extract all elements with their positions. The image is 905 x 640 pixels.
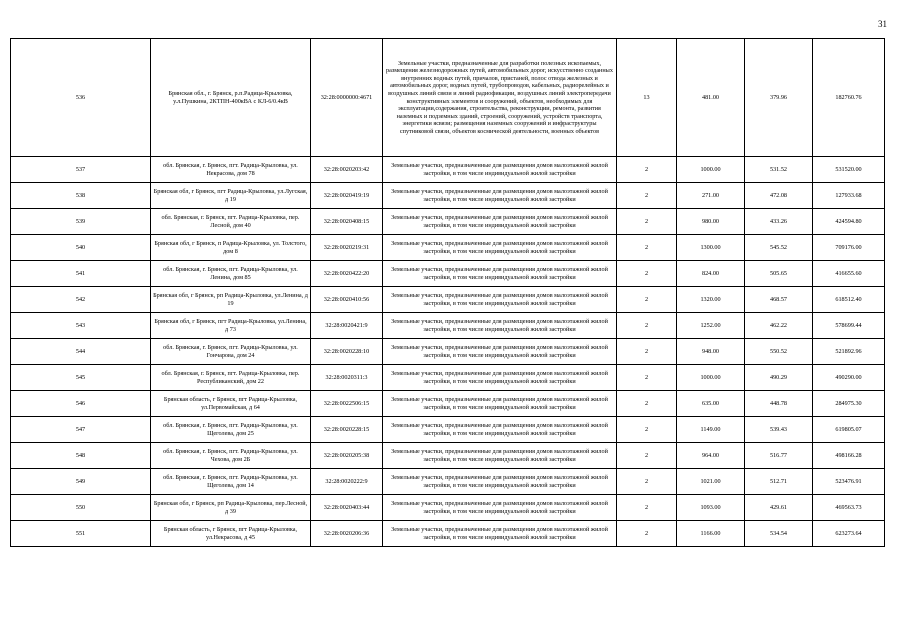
specific-value-cell: 468.57 — [745, 287, 813, 313]
table-row — [11, 469, 885, 495]
row-number-cell: 545 — [11, 365, 151, 391]
cadastral-value-cell: 623273.64 — [813, 521, 885, 547]
address-cell: обл. Брянская, г. Брянск, пгт. Радица-Крыловка, ул. Щеголева, дом 25 — [151, 417, 311, 443]
table-row — [11, 365, 885, 391]
cadastral-number-cell: 32:28:0020311:3 — [311, 365, 383, 391]
group-cell: 2 — [617, 313, 677, 339]
group-cell: 2 — [617, 495, 677, 521]
group-cell: 2 — [617, 261, 677, 287]
table-row — [11, 443, 885, 469]
area-cell: 1093.00 — [677, 495, 745, 521]
cadastral-value-cell: 709176.00 — [813, 235, 885, 261]
area-cell: 1021.00 — [677, 469, 745, 495]
address-cell: обл. Брянская, г. Брянск, пгт. Радица-Крыловка, пер. Республиканский, дом 22 — [151, 365, 311, 391]
address-cell: Брянская область, г Брянск, пгт Радица-Крыловка, ул.Некрасова, д 45 — [151, 521, 311, 547]
address-cell: Брянская область, г Брянск, пгт Радица-Крыловка, ул.Первомайская, д 64 — [151, 391, 311, 417]
cadastral-value-cell: 619805.07 — [813, 417, 885, 443]
land-use-cell: Земельные участки, предназначенные для размещения домов малоэтажной жилой застройки, в том числе индивидуальной жилой застройки — [383, 261, 617, 287]
group-cell: 2 — [617, 443, 677, 469]
land-use-cell: Земельные участки, предназначенные для размещения домов малоэтажной жилой застройки, в том числе индивидуальной жилой застройки — [383, 339, 617, 365]
table-row — [11, 157, 885, 183]
address-cell: Брянская обл, г Брянск, рп Радица-Крыловка, пер.Лесной, д 39 — [151, 495, 311, 521]
land-use-cell: Земельные участки, предназначенные для размещения домов малоэтажной жилой застройки, в том числе индивидуальной жилой застройки — [383, 235, 617, 261]
specific-value-cell: 531.52 — [745, 157, 813, 183]
cadastral-number-cell: 32:28:0020222:9 — [311, 469, 383, 495]
specific-value-cell: 490.29 — [745, 365, 813, 391]
cadastral-value-cell: 182760.76 — [813, 39, 885, 157]
table-row — [11, 417, 885, 443]
table-row — [11, 235, 885, 261]
area-cell: 980.00 — [677, 209, 745, 235]
cadastral-value-cell: 416655.60 — [813, 261, 885, 287]
cadastral-value-cell: 498166.28 — [813, 443, 885, 469]
cadastral-number-cell: 32:28:0020203:42 — [311, 157, 383, 183]
table-row — [11, 339, 885, 365]
row-number-cell: 542 — [11, 287, 151, 313]
page-number: 31 — [878, 19, 887, 29]
table-row — [11, 39, 885, 157]
area-cell: 1000.00 — [677, 365, 745, 391]
address-cell: обл. Брянская, г. Брянск, пгт. Радица-Крыловка, ул. Некрасова, дом 78 — [151, 157, 311, 183]
table-row — [11, 391, 885, 417]
group-cell: 2 — [617, 417, 677, 443]
specific-value-cell: 462.22 — [745, 313, 813, 339]
address-cell: Брянская обл., г. Брянск, р.п.Радица-Крыловка, у.л.Пушкина, 2КТПН-400кВА с КЛ-6/0.4кВ — [151, 39, 311, 157]
table-body — [11, 39, 885, 547]
row-number-cell: 538 — [11, 183, 151, 209]
table-row — [11, 495, 885, 521]
specific-value-cell: 512.71 — [745, 469, 813, 495]
land-use-cell: Земельные участки, предназначенные для размещения домов малоэтажной жилой застройки, в том числе индивидуальной жилой застройки — [383, 443, 617, 469]
specific-value-cell: 429.61 — [745, 495, 813, 521]
group-cell: 2 — [617, 339, 677, 365]
specific-value-cell: 534.54 — [745, 521, 813, 547]
land-register-table — [10, 38, 885, 547]
row-number-cell: 547 — [11, 417, 151, 443]
land-use-cell: Земельные участки, предназначенные для размещения домов малоэтажной жилой застройки, в том числе индивидуальной жилой застройки — [383, 521, 617, 547]
group-cell: 2 — [617, 391, 677, 417]
land-use-cell: Земельные участки, предназначенные для размещения домов малоэтажной жилой застройки, в том числе индивидуальной жилой застройки — [383, 495, 617, 521]
table-row — [11, 209, 885, 235]
cadastral-number-cell: 32:28:0020219:31 — [311, 235, 383, 261]
land-use-cell: Земельные участки, предназначенные для размещения домов малоэтажной жилой застройки, в том числе индивидуальной жилой застройки — [383, 287, 617, 313]
area-cell: 271.00 — [677, 183, 745, 209]
cadastral-value-cell: 521892.96 — [813, 339, 885, 365]
land-use-cell: Земельные участки, предназначенные для размещения домов малоэтажной жилой застройки, в том числе индивидуальной жилой застройки — [383, 313, 617, 339]
group-cell: 2 — [617, 365, 677, 391]
area-cell: 824.00 — [677, 261, 745, 287]
table-row — [11, 183, 885, 209]
cadastral-number-cell: 32:28:0020228:15 — [311, 417, 383, 443]
row-number-cell: 549 — [11, 469, 151, 495]
land-use-cell: Земельные участки, предназначенные для размещения домов малоэтажной жилой застройки, в том числе индивидуальной жилой застройки — [383, 417, 617, 443]
cadastral-value-cell: 490290.00 — [813, 365, 885, 391]
table-row — [11, 521, 885, 547]
specific-value-cell: 539.43 — [745, 417, 813, 443]
address-cell: обл. Брянская, г. Брянск, пгт. Радица-Крыловка, ул. Гончарова, дом 24 — [151, 339, 311, 365]
cadastral-number-cell: 32:28:0020403:44 — [311, 495, 383, 521]
cadastral-value-cell: 618512.40 — [813, 287, 885, 313]
cadastral-number-cell: 32:28:0020422:20 — [311, 261, 383, 287]
cadastral-value-cell: 284975.30 — [813, 391, 885, 417]
row-number-cell: 544 — [11, 339, 151, 365]
cadastral-number-cell: 32:28:0020205:38 — [311, 443, 383, 469]
cadastral-number-cell: 32:28:0020206:36 — [311, 521, 383, 547]
group-cell: 2 — [617, 469, 677, 495]
area-cell: 481.00 — [677, 39, 745, 157]
address-cell: обл. Брянская, г. Брянск, пгт. Радица-Крыловка, ул. Щеголева, дом 14 — [151, 469, 311, 495]
group-cell: 2 — [617, 521, 677, 547]
table-row — [11, 313, 885, 339]
land-use-cell: Земельные участки, предназначенные для размещения домов малоэтажной жилой застройки, в том числе индивидуальной жилой застройки — [383, 209, 617, 235]
cadastral-value-cell: 523476.91 — [813, 469, 885, 495]
area-cell: 964.00 — [677, 443, 745, 469]
address-cell: Брянская обл, г Брянск, рп Радица-Крыловка, ул.Ленина, д 19 — [151, 287, 311, 313]
row-number-cell: 541 — [11, 261, 151, 287]
row-number-cell: 548 — [11, 443, 151, 469]
table-row — [11, 287, 885, 313]
land-use-cell: Земельные участки, предназначенные для размещения домов малоэтажной жилой застройки, в том числе индивидуальной жилой застройки — [383, 157, 617, 183]
specific-value-cell: 545.52 — [745, 235, 813, 261]
land-use-cell: Земельные участки, предназначенные для размещения домов малоэтажной жилой застройки, в том числе индивидуальной жилой застройки — [383, 365, 617, 391]
group-cell: 2 — [617, 235, 677, 261]
specific-value-cell: 448.78 — [745, 391, 813, 417]
specific-value-cell: 379.96 — [745, 39, 813, 157]
area-cell: 1252.00 — [677, 313, 745, 339]
row-number-cell: 546 — [11, 391, 151, 417]
land-use-cell: Земельные участки, предназначенные для разработки полезных ископаемых, размещения железнодорожных путей, автомобильных дорог, искусственно созданных внутренних водных путей, причалов, пристаней, полос отвода железных и автомобильных дорог, водных путей, трубопроводов, кабельных, радиорелейных и воздушных линий связи и линий радиофикации, воздушных линий электропередачи конструктивных элементов и сооружений, объектов, необходимых для эксплуатации,содержания, строительства, реконструкции, ремонта, развития наземных и подземных зданий, строений, сооружений, устройств транспорта, энергетики ясвязи; размещения наземных сооружений и инфраструктуры спутниковой связи, объектов космической деятельности, военных объектов — [383, 39, 617, 157]
group-cell: 2 — [617, 157, 677, 183]
cadastral-value-cell: 531520.00 — [813, 157, 885, 183]
address-cell: обл. Брянская, г. Брянск, пгт. Радица-Крыловка, пер. Лесной, дом 40 — [151, 209, 311, 235]
row-number-cell: 551 — [11, 521, 151, 547]
row-number-cell: 539 — [11, 209, 151, 235]
table-row — [11, 261, 885, 287]
specific-value-cell: 472.08 — [745, 183, 813, 209]
specific-value-cell: 505.65 — [745, 261, 813, 287]
cadastral-value-cell: 469563.73 — [813, 495, 885, 521]
cadastral-value-cell: 578699.44 — [813, 313, 885, 339]
address-cell: Брянская обл, г Брянск, пгт Радица-Крыловка, ул.Лугская, д 19 — [151, 183, 311, 209]
area-cell: 1166.00 — [677, 521, 745, 547]
row-number-cell: 537 — [11, 157, 151, 183]
row-number-cell: 536 — [11, 39, 151, 157]
area-cell: 635.00 — [677, 391, 745, 417]
area-cell: 1000.00 — [677, 157, 745, 183]
land-use-cell: Земельные участки, предназначенные для размещения домов малоэтажной жилой застройки, в том числе индивидуальной жилой застройки — [383, 391, 617, 417]
row-number-cell: 543 — [11, 313, 151, 339]
address-cell: Брянская обл, г Брянск, п Радица-Крыловка, ул. Толстого, дом 8 — [151, 235, 311, 261]
cadastral-number-cell: 32:28:0000000:4671 — [311, 39, 383, 157]
group-cell: 13 — [617, 39, 677, 157]
cadastral-number-cell: 32:28:0020408:15 — [311, 209, 383, 235]
cadastral-value-cell: 127933.68 — [813, 183, 885, 209]
specific-value-cell: 433.26 — [745, 209, 813, 235]
specific-value-cell: 550.52 — [745, 339, 813, 365]
group-cell: 2 — [617, 183, 677, 209]
cadastral-number-cell: 32:28:0020228:10 — [311, 339, 383, 365]
address-cell: Брянская обл, г Брянск, пгт Радица-Крыловка, ул.Ленина, д 73 — [151, 313, 311, 339]
area-cell: 948.00 — [677, 339, 745, 365]
row-number-cell: 540 — [11, 235, 151, 261]
row-number-cell: 550 — [11, 495, 151, 521]
area-cell: 1320.00 — [677, 287, 745, 313]
area-cell: 1300.00 — [677, 235, 745, 261]
address-cell: обл. Брянская, г. Брянск, пгт. Радица-Крыловка, ул. Чехова, дом 2Б — [151, 443, 311, 469]
specific-value-cell: 516.77 — [745, 443, 813, 469]
cadastral-number-cell: 32:28:0020419:19 — [311, 183, 383, 209]
group-cell: 2 — [617, 209, 677, 235]
address-cell: обл. Брянская, г. Брянск, пгт. Радица-Крыловка, ул. Ленина, дом 85 — [151, 261, 311, 287]
land-use-cell: Земельные участки, предназначенные для размещения домов малоэтажной жилой застройки, в том числе индивидуальной жилой застройки — [383, 469, 617, 495]
area-cell: 1149.00 — [677, 417, 745, 443]
cadastral-number-cell: 32:28:0020421:9 — [311, 313, 383, 339]
land-use-cell: Земельные участки, предназначенные для размещения домов малоэтажной жилой застройки, в том числе индивидуальной жилой застройки — [383, 183, 617, 209]
cadastral-value-cell: 424594.80 — [813, 209, 885, 235]
group-cell: 2 — [617, 287, 677, 313]
cadastral-number-cell: 32:28:0022506:15 — [311, 391, 383, 417]
cadastral-number-cell: 32:28:0020410:56 — [311, 287, 383, 313]
